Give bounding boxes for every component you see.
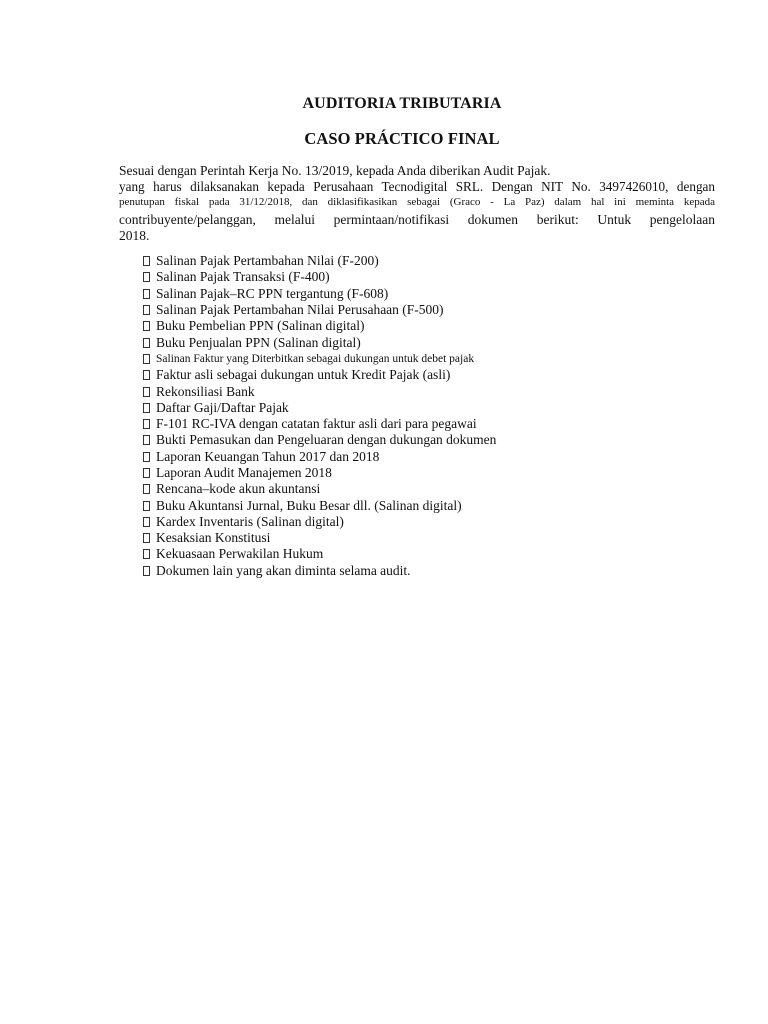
empty-square-icon bbox=[143, 403, 150, 413]
empty-square-icon bbox=[143, 549, 150, 559]
list-item-label: Rekonsiliasi Bank bbox=[156, 383, 255, 399]
empty-square-icon bbox=[143, 484, 150, 494]
empty-square-icon bbox=[143, 305, 150, 315]
empty-square-icon bbox=[143, 289, 150, 299]
list-item bbox=[143, 286, 496, 302]
list-item bbox=[143, 449, 496, 465]
list-item bbox=[143, 497, 496, 513]
document-title: AUDITORIA TRIBUTARIA bbox=[302, 95, 502, 112]
list-item bbox=[143, 334, 496, 350]
empty-square-icon bbox=[143, 256, 150, 266]
list-item-label: Salinan Faktur yang Diterbitkan sebagai dukungan untuk debet pajak bbox=[156, 352, 475, 365]
empty-square-icon bbox=[143, 338, 150, 348]
list-item bbox=[143, 465, 496, 481]
empty-square-icon bbox=[143, 566, 150, 576]
list-item-label: Kardex Inventaris (Salinan digital) bbox=[156, 513, 344, 529]
list-item-label: Kekuasaan Perwakilan Hukum bbox=[156, 546, 324, 562]
list-item-label: Salinan Pajak–RC PPN tergantung (F-608) bbox=[156, 285, 389, 301]
list-item-label: Bukti Pemasukan dan Pengeluaran dengan dukungan dokumen bbox=[156, 432, 497, 448]
list-item bbox=[143, 253, 496, 269]
intro-line: Sesuai dengan Perintah Kerja No. 13/2019, kepada Anda diberikan Audit Pajak. bbox=[119, 163, 551, 178]
list-item bbox=[143, 546, 496, 562]
list-item bbox=[143, 367, 496, 383]
list-item bbox=[143, 530, 496, 546]
empty-square-icon bbox=[143, 533, 150, 543]
list-item-label: F-101 RC-IVA dengan catatan faktur asli dari para pegawai bbox=[156, 416, 477, 432]
list-item-label: Kesaksian Konstitusi bbox=[156, 530, 271, 546]
list-item bbox=[143, 318, 496, 334]
list-item bbox=[143, 432, 496, 448]
list-item bbox=[143, 302, 496, 318]
list-item-label: Salinan Pajak Pertambahan Nilai (F-200) bbox=[156, 253, 379, 269]
empty-square-icon bbox=[143, 435, 150, 445]
empty-square-icon bbox=[143, 501, 150, 511]
empty-square-icon bbox=[143, 517, 150, 527]
list-item-label: Laporan Audit Manajemen 2018 bbox=[156, 465, 332, 480]
list-item-label: Daftar Gaji/Daftar Pajak bbox=[156, 399, 289, 415]
empty-square-icon bbox=[143, 354, 150, 364]
document-subtitle: CASO PRÁCTICO FINAL bbox=[304, 129, 500, 148]
list-item bbox=[143, 351, 496, 367]
list-item bbox=[143, 563, 496, 579]
empty-square-icon bbox=[143, 419, 150, 429]
list-item bbox=[143, 400, 496, 416]
list-item bbox=[143, 416, 496, 432]
intro-line: yang harus dilaksanakan kepada Perusahaan Tecnodigital SRL. Dengan NIT No. 3497426010, dengan bbox=[119, 179, 715, 194]
intro-line: contribuyente/pelanggan, melalui permintaan/notifikasi dokumen berikut: Untuk pengelolaan bbox=[119, 212, 715, 227]
list-item-label: Buku Penjualan PPN (Salinan digital) bbox=[156, 334, 361, 350]
intro-paragraph bbox=[119, 163, 715, 244]
intro-line: 2018. bbox=[119, 228, 150, 243]
intro-line: penutupan fiskal pada 31/12/2018, dan diklasifikasikan sebagai (Graco - La Paz) dalam hal ini meminta kepada bbox=[119, 196, 715, 208]
list-item bbox=[143, 383, 496, 399]
empty-square-icon bbox=[143, 370, 150, 380]
list-item-label: Faktur asli sebagai dukungan untuk Kredit Pajak (asli) bbox=[156, 367, 451, 383]
empty-square-icon bbox=[143, 387, 150, 397]
list-item-label: Rencana–kode akun akuntansi bbox=[156, 481, 321, 497]
requested-documents-list bbox=[143, 253, 496, 579]
list-item-label: Laporan Keuangan Tahun 2017 dan 2018 bbox=[156, 448, 380, 464]
list-item bbox=[143, 514, 496, 530]
list-item-label: Dokumen lain yang akan diminta selama audit. bbox=[156, 562, 411, 578]
list-item bbox=[143, 269, 496, 285]
list-item-label: Buku Pembelian PPN (Salinan digital) bbox=[156, 318, 365, 334]
empty-square-icon bbox=[143, 272, 150, 282]
list-item-label: Buku Akuntansi Jurnal, Buku Besar dll. (Salinan digital) bbox=[156, 497, 462, 513]
empty-square-icon bbox=[143, 468, 150, 478]
empty-square-icon bbox=[143, 321, 150, 331]
empty-square-icon bbox=[143, 452, 150, 462]
list-item bbox=[143, 481, 496, 497]
list-item-label: Salinan Pajak Pertambahan Nilai Perusahaan (F-500) bbox=[156, 302, 444, 318]
list-item-label: Salinan Pajak Transaksi (F-400) bbox=[156, 269, 330, 285]
